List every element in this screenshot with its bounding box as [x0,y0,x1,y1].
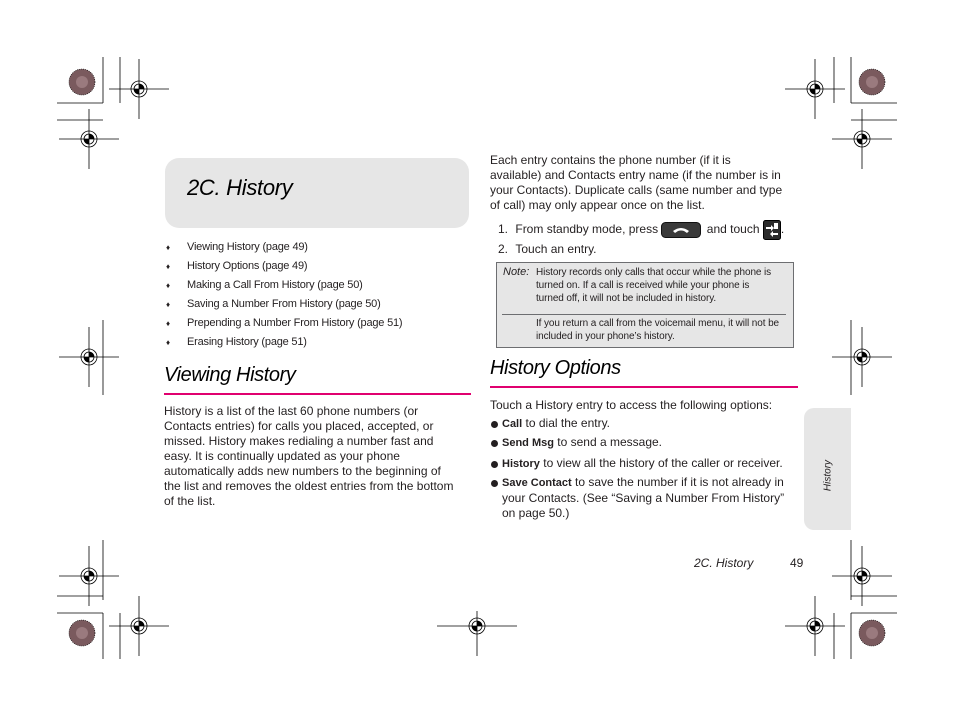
toc-item[interactable]: ♦ Making a Call From History (page 50) [164,277,464,296]
diamond-bullet-icon: ♦ [166,338,170,347]
bullet-dot-icon [491,440,498,447]
toc-item[interactable]: ♦ Erasing History (page 51) [164,334,464,353]
page-number: 49 [790,556,804,570]
diamond-bullet-icon: ♦ [166,262,170,271]
option-send-msg[interactable]: Send Msg to send a message. [490,435,796,451]
bullet-dot-icon [491,461,498,468]
viewing-history-heading: Viewing History [164,364,296,386]
diamond-bullet-icon: ♦ [166,319,170,328]
viewing-history-paragraph: History is a list of the last 60 phone numbers (or Contacts entries) for calls you placed, accepted, or missed. History makes redialing a number fast and easy. It is continually updated as your phone automatically adds new numbers to the beginning of the list and removes the oldest entries from the bottom of the list. [164,404,454,508]
section-rule [164,393,471,395]
bullet-dot-icon [491,480,498,487]
options-intro: Touch a History entry to access the following options: [490,398,773,412]
option-history[interactable]: History to view all the history of the caller or receiver. [490,456,796,472]
toc-item[interactable]: ♦ Viewing History (page 49) [164,239,464,258]
diamond-bullet-icon: ♦ [166,281,170,290]
entry-paragraph: Each entry contains the phone number (if it is available) and Contacts entry name (if the number is in your Contacts). Duplicate calls (same number and type of call) may only appear once on the list. [490,153,783,212]
history-icon [763,220,781,240]
footer-chapter: 2C. History [694,556,754,570]
note-text-2: If you return a call from the voicemail menu, it will not be included in your phone’s history. [536,318,779,342]
chapter-header [165,158,469,228]
talk-key-icon [661,222,701,238]
side-tab [804,408,851,530]
toc-item[interactable]: ♦ Saving a Number From History (page 50) [164,296,464,315]
note-text-1: History records only calls that occur while the phone is turned on. If a call is received while your phone is turned off, it will not be included in history. [536,267,772,304]
chapter-toc [164,239,464,353]
option-save-contact[interactable]: Save Contact to save the number if it is not already in your Contacts. (See “Saving a Number From History” on page 50.) [490,475,796,521]
chapter-title: 2C. History [187,175,293,200]
option-call[interactable]: Call to dial the entry. [490,416,796,432]
history-options-heading: History Options [490,357,621,379]
diamond-bullet-icon: ♦ [166,243,170,252]
toc-item[interactable]: ♦ History Options (page 49) [164,258,464,277]
diamond-bullet-icon: ♦ [166,300,170,309]
bullet-dot-icon [491,421,498,428]
step-2: 2. Touch an entry. [498,242,597,256]
note-label: Note: [503,266,530,278]
toc-item[interactable]: ♦ Prepending a Number From History (page 51) [164,315,464,334]
section-rule [490,386,798,388]
note-divider [502,314,786,315]
step-1: 1. From standby mode, press and touch . [498,220,784,240]
note-box [496,262,794,348]
side-tab-label: History [822,459,834,492]
